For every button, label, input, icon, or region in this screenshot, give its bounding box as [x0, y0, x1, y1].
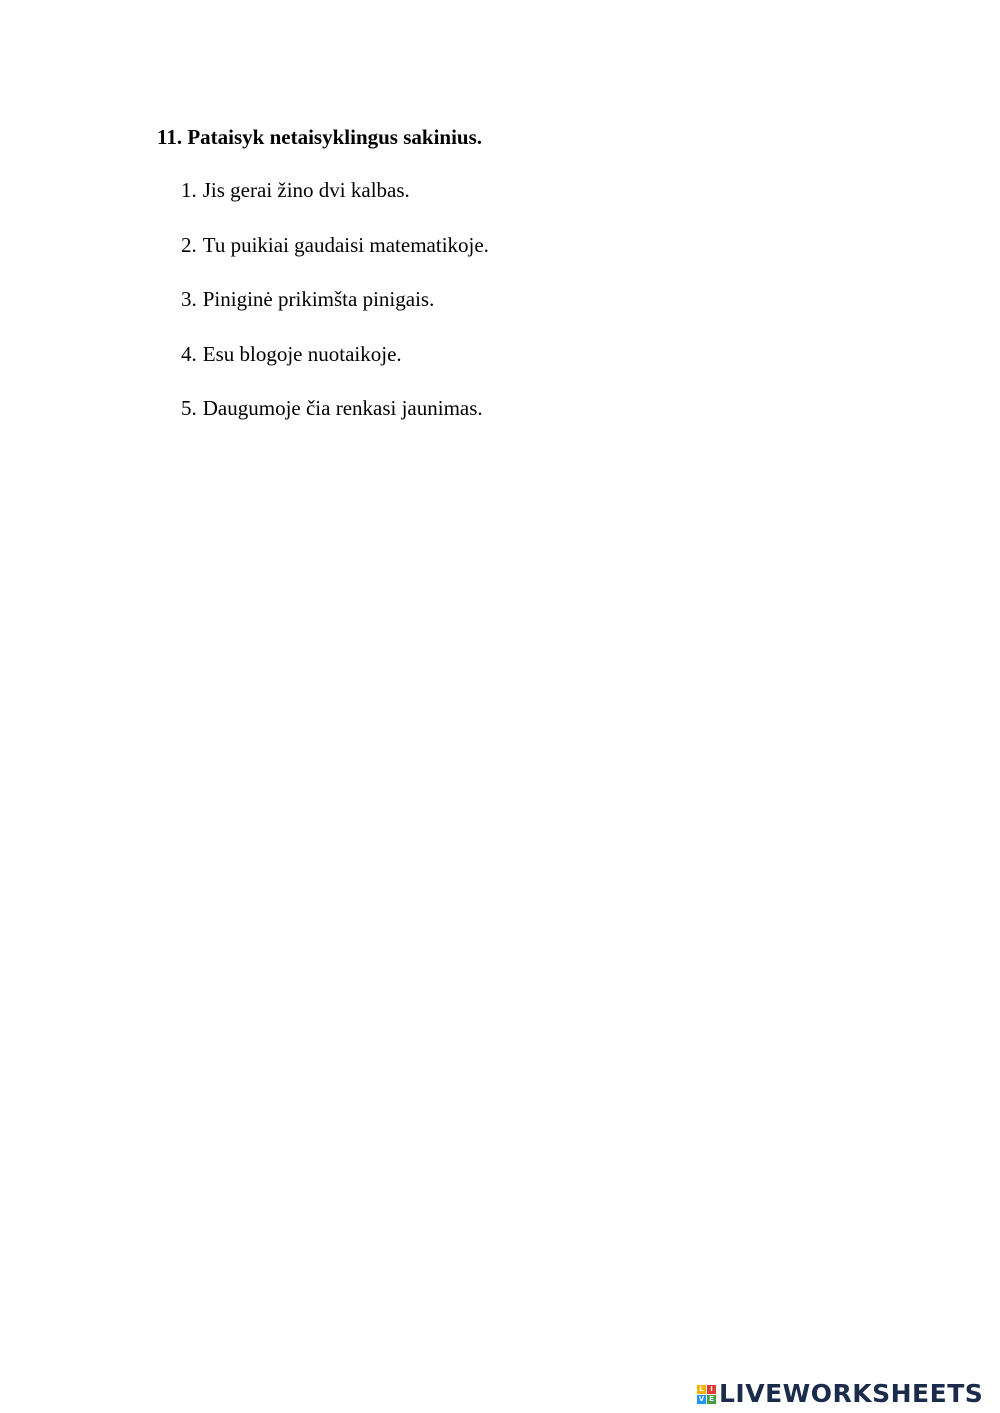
sentence-item-1 — [181, 176, 489, 231]
logo-cell: E — [707, 1395, 716, 1404]
sentence-number: 4. — [181, 341, 197, 366]
liveworksheets-logo — [697, 1378, 983, 1410]
task-heading: 11. Pataisyk netaisyklingus sakinius. — [157, 125, 483, 149]
sentence-number: 3. — [181, 287, 197, 311]
sentence-text: Piniginė prikimšta pinigais. — [202, 287, 435, 311]
sentence-text: Jis gerai žino dvi kalbas. — [202, 178, 410, 202]
logo-grid-icon — [697, 1385, 716, 1404]
sentence-item-5 — [181, 394, 489, 449]
sentence-number: 1. — [181, 178, 197, 202]
sentence-number: 5. — [181, 396, 197, 420]
logo-cell: L — [697, 1385, 706, 1394]
sentence-item-3 — [181, 285, 489, 340]
logo-cell: V — [698, 1394, 705, 1403]
sentence-number: 2. — [181, 232, 197, 257]
sentence-text: Tu puikiai gaudaisi matematikoje. — [202, 232, 489, 257]
sentence-list — [181, 176, 489, 449]
logo-text: LIVEWORKSHEETS — [719, 1379, 984, 1408]
logo-cell: I — [707, 1385, 716, 1394]
sentence-item-2 — [181, 231, 489, 286]
sentence-item-4 — [181, 340, 489, 395]
sentence-text: Daugumoje čia renkasi jaunimas. — [202, 396, 483, 420]
sentence-text: Esu blogoje nuotaikoje. — [202, 341, 402, 366]
